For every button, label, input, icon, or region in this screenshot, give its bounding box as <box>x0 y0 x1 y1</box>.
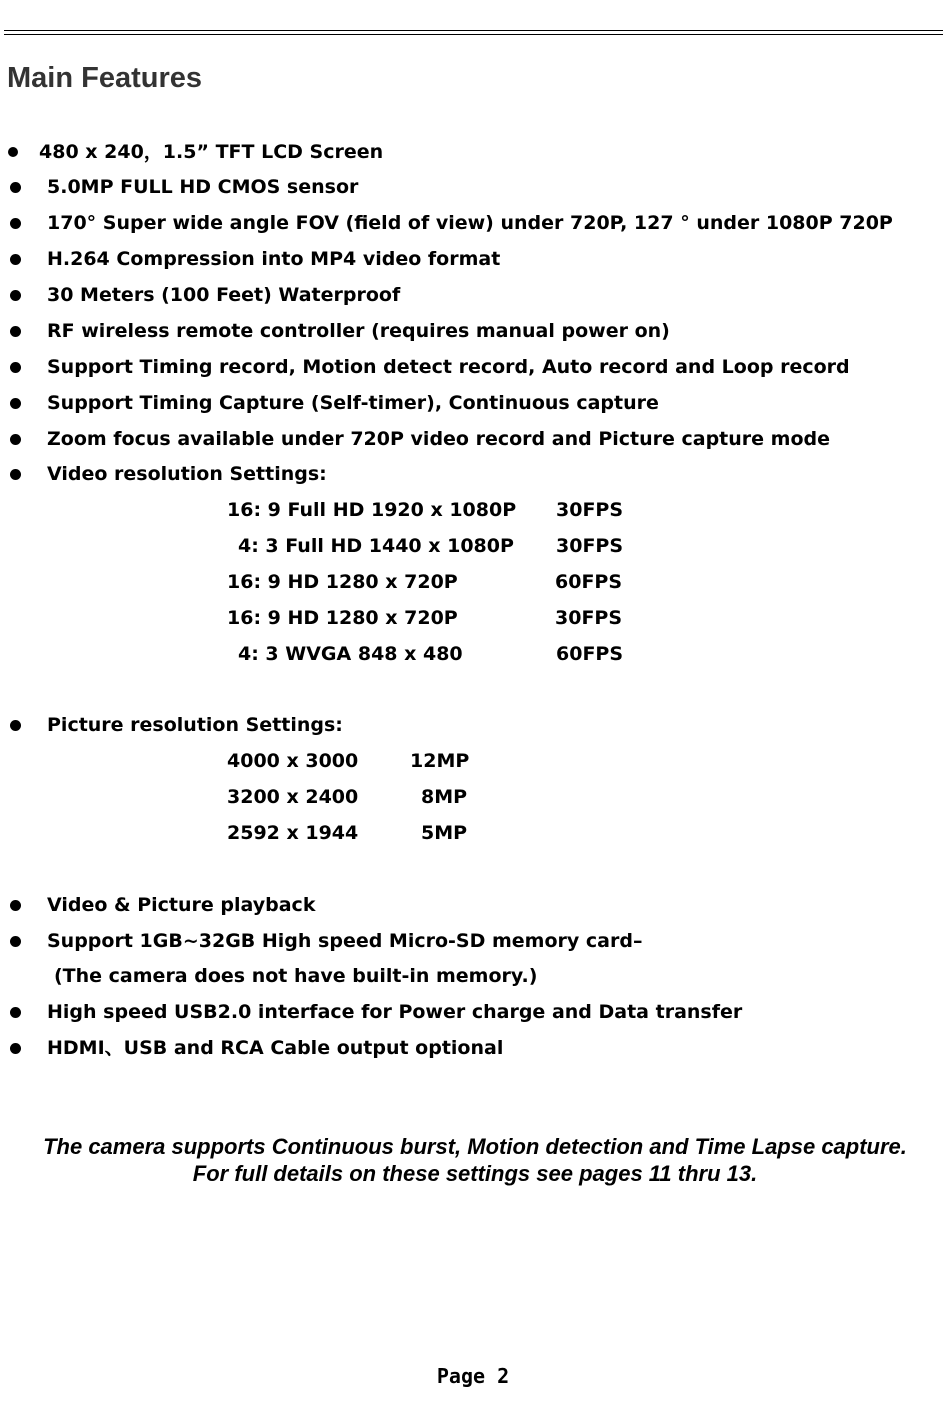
feature-item: Support Timing record, Motion detect record, Auto record and Loop record <box>47 356 850 378</box>
top-rule <box>4 34 943 35</box>
video-resolution-mode: 16: 9 Full HD 1920 x 1080P <box>227 499 517 521</box>
video-resolution-mode: 16: 9 HD 1280 x 720P <box>227 607 458 629</box>
feature-item: 480 x 240，1.5” TFT LCD Screen <box>39 141 384 163</box>
bullet-icon <box>8 147 18 157</box>
video-resolution-mode: 16: 9 HD 1280 x 720P <box>227 571 458 593</box>
video-resolution-mode: 4: 3 WVGA 848 x 480 <box>238 643 463 665</box>
video-resolution-fps: 30FPS <box>556 535 624 557</box>
feature-item: Video & Picture playback <box>47 894 316 916</box>
video-resolution-fps: 30FPS <box>555 607 623 629</box>
picture-resolution-megapixels: 12MP <box>410 750 470 772</box>
feature-item: Zoom focus available under 720P video record and Picture capture mode <box>47 428 830 450</box>
bullet-icon <box>10 469 21 480</box>
bullet-icon <box>10 254 21 265</box>
picture-resolution-megapixels: 5MP <box>421 822 468 844</box>
picture-resolution-size: 3200 x 2400 <box>227 786 359 808</box>
video-resolution-fps: 30FPS <box>556 499 624 521</box>
feature-item: Picture resolution Settings: <box>47 714 343 736</box>
bullet-icon <box>10 900 21 911</box>
bullet-icon <box>10 434 21 445</box>
feature-item: Support 1GB~32GB High speed Micro-SD memory card– <box>47 930 643 952</box>
feature-item: Video resolution Settings: <box>47 463 327 485</box>
bullet-icon <box>10 1007 21 1018</box>
feature-item: H.264 Compression into MP4 video format <box>47 248 501 270</box>
bullet-icon <box>10 720 21 731</box>
video-resolution-fps: 60FPS <box>555 571 623 593</box>
feature-item: 30 Meters (100 Feet) Waterproof <box>47 284 401 306</box>
feature-item: High speed USB2.0 interface for Power charge and Data transfer <box>47 1001 743 1023</box>
picture-resolution-size: 2592 x 1944 <box>227 822 359 844</box>
bullet-icon <box>10 936 21 947</box>
closing-note: The camera supports Continuous burst, Motion detection and Time Lapse capture. <box>43 1134 907 1159</box>
bullet-icon <box>10 290 21 301</box>
picture-resolution-size: 4000 x 3000 <box>227 750 359 772</box>
bullet-icon <box>10 218 21 229</box>
feature-item: RF wireless remote controller (requires manual power on) <box>47 320 670 342</box>
bullet-icon <box>10 362 21 373</box>
feature-item: 170° Super wide angle FOV (field of view) under 720P, 127 ° under 1080P 720P <box>47 212 893 234</box>
closing-note: For full details on these settings see pages 11 thru 13. <box>192 1161 758 1186</box>
video-resolution-fps: 60FPS <box>556 643 624 665</box>
bullet-icon <box>10 326 21 337</box>
memory-note: (The camera does not have built-in memory.) <box>54 965 538 987</box>
top-rule <box>4 30 943 31</box>
feature-item: 5.0MP FULL HD CMOS sensor <box>47 176 359 198</box>
bullet-icon <box>10 182 21 193</box>
feature-item: Support Timing Capture (Self-timer), Continuous capture <box>47 392 659 414</box>
bullet-icon <box>10 1043 21 1054</box>
video-resolution-mode: 4: 3 Full HD 1440 x 1080P <box>238 535 514 557</box>
page-title: Main Features <box>7 62 202 94</box>
page-number: Page 2 <box>436 1364 510 1388</box>
feature-item: HDMI、USB and RCA Cable output optional <box>47 1037 504 1059</box>
bullet-icon <box>10 398 21 409</box>
picture-resolution-megapixels: 8MP <box>421 786 468 808</box>
